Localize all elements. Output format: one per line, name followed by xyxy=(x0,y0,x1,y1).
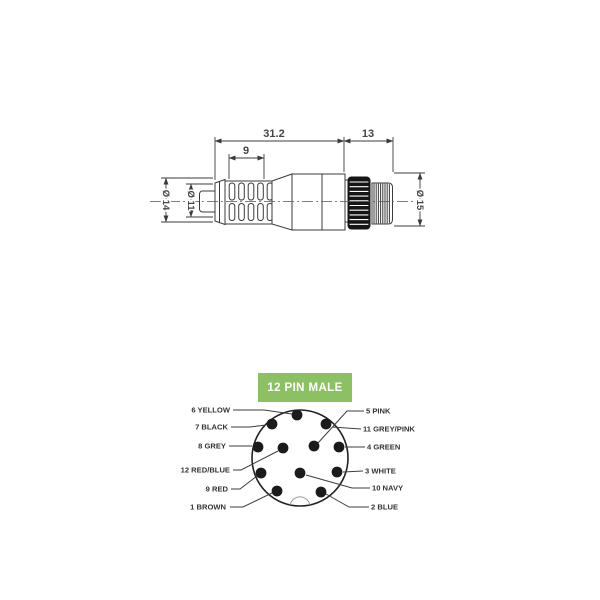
pin-dot xyxy=(256,468,267,479)
pin-dot xyxy=(272,486,283,497)
dim-body-length: 31.2 xyxy=(263,128,285,140)
coupling-nut xyxy=(348,177,370,229)
leader-line xyxy=(332,427,361,429)
pin-dot xyxy=(253,442,264,453)
pin-dot xyxy=(278,443,289,454)
pin-group-7 xyxy=(195,419,277,432)
dim-cable-diameter: Ø 11 xyxy=(185,190,196,211)
pin-group-3 xyxy=(332,467,396,478)
dim-grip-length: 9 xyxy=(242,145,250,157)
pin-count-badge xyxy=(258,373,352,402)
pin-dot xyxy=(334,442,345,453)
leader-line xyxy=(230,493,272,507)
pins-layer xyxy=(181,406,416,512)
pin-dot xyxy=(292,410,303,421)
pin-label: 3 WHITE xyxy=(365,466,396,476)
dim-thread-diameter: Ø 15 xyxy=(414,189,425,211)
leader-line xyxy=(326,494,369,507)
pin-dot xyxy=(332,467,343,478)
pin-label: 5 PINK xyxy=(366,406,391,416)
dim-body-diameter: Ø 14 xyxy=(160,189,171,211)
pin-label: 6 YELLOW xyxy=(191,405,230,415)
barrel xyxy=(292,174,345,230)
leader-line xyxy=(231,476,257,489)
body-flare xyxy=(272,174,292,230)
pin-label: 11 GREY/PINK xyxy=(363,424,415,434)
pin-label: 4 GREEN xyxy=(367,442,401,452)
pin-group-4 xyxy=(334,442,401,453)
pin-group-6 xyxy=(191,406,302,421)
pin-dot xyxy=(309,441,320,452)
pin-label: 1 BROWN xyxy=(190,502,226,512)
leader-line xyxy=(231,425,266,427)
pin-label: 8 GREY xyxy=(198,441,226,451)
leader-line xyxy=(233,451,278,470)
pin-label: 9 RED xyxy=(205,484,228,494)
pin-group-12 xyxy=(181,443,289,475)
pin-dot xyxy=(295,468,306,479)
keyway-notch xyxy=(290,497,310,505)
dim-thread-length: 13 xyxy=(361,128,375,140)
pin-dot xyxy=(321,419,332,430)
pin-label: 2 BLUE xyxy=(371,502,399,512)
pin-dot xyxy=(267,419,278,430)
pin-label: 7 BLACK xyxy=(195,422,228,432)
pin-count-badge-label: 12 PIN MALE xyxy=(267,381,343,394)
connector-face-circle xyxy=(252,410,348,506)
pinout-diagram xyxy=(181,406,416,512)
pin-dot xyxy=(316,487,327,498)
pin-label: 12 RED/BLUE xyxy=(180,465,230,475)
threaded-tip xyxy=(372,183,393,224)
pin-label: 10 NAVY xyxy=(372,483,404,493)
